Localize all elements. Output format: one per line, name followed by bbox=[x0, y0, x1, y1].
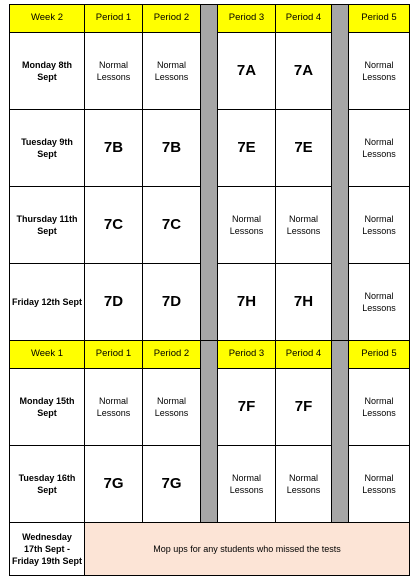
lunch-column bbox=[332, 5, 349, 341]
lesson-text: Normal bbox=[364, 136, 394, 147]
period-cell bbox=[349, 264, 410, 341]
class-group-cell: 7B bbox=[143, 110, 201, 187]
week-1-header-row bbox=[10, 341, 410, 369]
period-cell bbox=[85, 33, 143, 110]
break-column bbox=[201, 341, 218, 523]
lesson-text: Lessons bbox=[154, 408, 189, 418]
lesson-text: Lessons bbox=[362, 226, 396, 236]
period-cell bbox=[349, 110, 410, 187]
mop-up-note: Mop ups for any students who missed the tests bbox=[85, 523, 410, 576]
period-1-header: Period 1 bbox=[85, 5, 143, 33]
class-group-cell: 7F bbox=[276, 369, 332, 446]
period-3-header: Period 3 bbox=[218, 341, 276, 369]
lesson-text: Normal bbox=[231, 213, 261, 224]
class-group-cell: 7A bbox=[276, 33, 332, 110]
break-column bbox=[201, 5, 218, 341]
period-cell bbox=[143, 33, 201, 110]
period-cell bbox=[218, 187, 276, 264]
lesson-text: Normal bbox=[364, 472, 394, 483]
day-line: Thursday 11th bbox=[16, 213, 78, 224]
lesson-text: Normal bbox=[231, 472, 261, 483]
lesson-text: Normal bbox=[98, 59, 128, 70]
lesson-text: Lessons bbox=[362, 149, 396, 159]
week-2-header-row bbox=[10, 5, 410, 33]
test-timetable bbox=[9, 4, 410, 576]
class-group-cell: 7D bbox=[85, 264, 143, 341]
lesson-text: Normal bbox=[364, 290, 394, 301]
day-line: Sept bbox=[37, 485, 57, 495]
lesson-text: Lessons bbox=[154, 72, 189, 82]
class-group-cell: 7F bbox=[218, 369, 276, 446]
period-3-header: Period 3 bbox=[218, 5, 276, 33]
day-line: Sept bbox=[37, 72, 57, 82]
day-line: Monday 15th bbox=[19, 395, 75, 406]
class-group-cell: 7E bbox=[218, 110, 276, 187]
lesson-text: Lessons bbox=[362, 408, 396, 418]
period-cell bbox=[349, 369, 410, 446]
period-5-header: Period 5 bbox=[349, 5, 410, 33]
period-cell bbox=[349, 187, 410, 264]
period-2-header: Period 2 bbox=[143, 5, 201, 33]
lesson-text: Normal bbox=[156, 59, 186, 70]
day-line: 17th Sept - bbox=[23, 543, 70, 554]
class-group-cell: 7D bbox=[143, 264, 201, 341]
period-4-header: Period 4 bbox=[276, 5, 332, 33]
period-1-header: Period 1 bbox=[85, 341, 143, 369]
period-4-header: Period 4 bbox=[276, 341, 332, 369]
period-cell bbox=[349, 33, 410, 110]
day-line: Sept bbox=[37, 149, 57, 159]
week-label: Week 2 bbox=[10, 5, 85, 33]
day-line: Sept bbox=[37, 408, 57, 418]
day-cell bbox=[10, 33, 85, 110]
day-cell bbox=[10, 187, 85, 264]
lesson-text: Normal bbox=[98, 395, 128, 406]
lesson-text: Lessons bbox=[96, 408, 131, 418]
class-group-cell: 7A bbox=[218, 33, 276, 110]
lesson-text: Normal bbox=[364, 395, 394, 406]
class-group-cell: 7C bbox=[85, 187, 143, 264]
lesson-text: Lessons bbox=[362, 485, 396, 495]
day-line: Tuesday 16th bbox=[18, 472, 76, 483]
period-cell bbox=[276, 446, 332, 523]
lesson-text: Lessons bbox=[229, 485, 264, 495]
day-cell bbox=[10, 369, 85, 446]
lesson-text: Lessons bbox=[286, 485, 321, 495]
period-cell bbox=[276, 187, 332, 264]
period-cell bbox=[218, 446, 276, 523]
mop-up-row bbox=[10, 523, 410, 576]
day-line: Wednesday bbox=[22, 531, 72, 542]
lesson-text: Lessons bbox=[229, 226, 264, 236]
lesson-text: Normal bbox=[288, 213, 318, 224]
lesson-text: Normal bbox=[156, 395, 186, 406]
day-cell bbox=[10, 446, 85, 523]
class-group-cell: 7H bbox=[276, 264, 332, 341]
week-label: Week 1 bbox=[10, 341, 85, 369]
day-line: Sept bbox=[37, 226, 57, 236]
lesson-text: Normal bbox=[364, 59, 394, 70]
day-cell bbox=[10, 110, 85, 187]
class-group-cell: 7B bbox=[85, 110, 143, 187]
lunch-column bbox=[332, 341, 349, 523]
period-cell bbox=[85, 369, 143, 446]
period-cell bbox=[349, 446, 410, 523]
class-group-cell: 7E bbox=[276, 110, 332, 187]
period-cell bbox=[143, 369, 201, 446]
day-line: Friday 19th Sept bbox=[11, 556, 83, 567]
lesson-text: Lessons bbox=[96, 72, 131, 82]
class-group-cell: 7G bbox=[85, 446, 143, 523]
period-5-header: Period 5 bbox=[349, 341, 410, 369]
day-cell bbox=[10, 264, 85, 341]
class-group-cell: 7H bbox=[218, 264, 276, 341]
day-cell bbox=[10, 523, 85, 576]
lesson-text: Lessons bbox=[362, 72, 396, 82]
lesson-text: Normal bbox=[364, 213, 394, 224]
day-line: Monday 8th bbox=[21, 59, 72, 70]
day-line: Friday 12th Sept bbox=[11, 296, 83, 307]
lesson-text: Lessons bbox=[362, 303, 396, 313]
class-group-cell: 7C bbox=[143, 187, 201, 264]
period-2-header: Period 2 bbox=[143, 341, 201, 369]
class-group-cell: 7G bbox=[143, 446, 201, 523]
day-line: Tuesday 9th bbox=[21, 136, 73, 147]
lesson-text: Lessons bbox=[286, 226, 321, 236]
lesson-text: Normal bbox=[288, 472, 318, 483]
